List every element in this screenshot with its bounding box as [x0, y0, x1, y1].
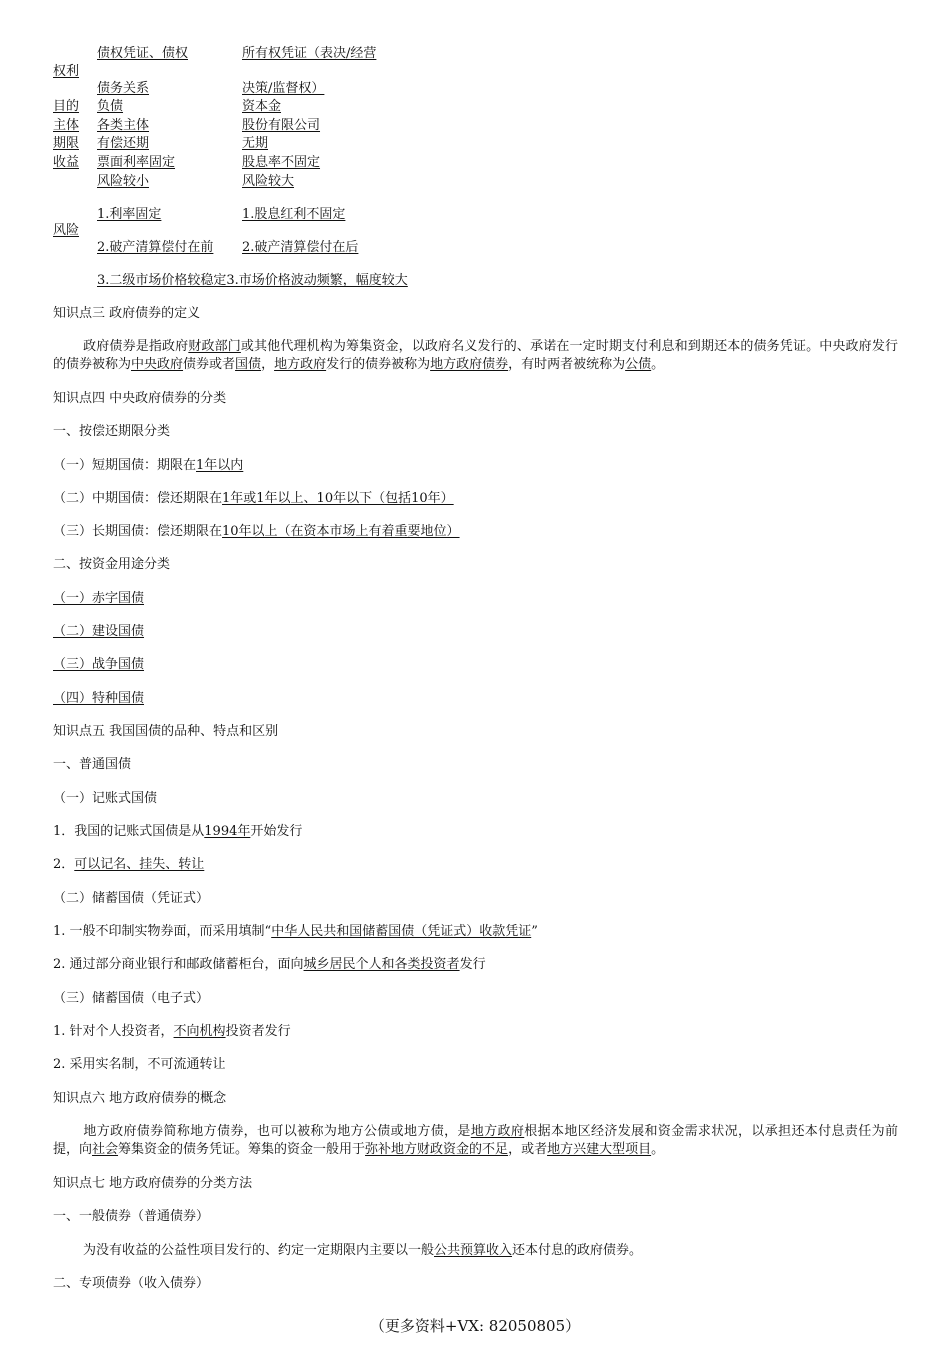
income-equity: 股息率不固定 [242, 155, 321, 170]
row-label-term: 期限 [53, 136, 80, 151]
kp6-paragraph: 地方政府债券简称地方债券，也可以被称为地方公债或地方债，是地方政府根据本地区经济发展和资金需求状况，以承担还本付息责任为前提，向社会筹集资金的债务凭证。筹集的资金一般用于弥补地方财政资金的不足，或者地方兴建大型项目。 [53, 1124, 898, 1157]
kp5-savings-certificate-2: 2. 通过部分商业银行和邮政储蓄柜台，面向城乡居民个人和各类投资者发行 [53, 957, 486, 972]
purpose-equity: 资本金 [242, 99, 282, 114]
risk-line-3: 3.二级市场价格较稳定3.市场价格波动频繁，幅度较大 [97, 273, 408, 288]
kp5-savings-certificate: （二）储蓄国债（凭证式） [53, 891, 210, 906]
kp5-book-entry-2: 2．可以记名、挂失、转让 [53, 857, 205, 872]
kp7-title: 知识点七 地方政府债券的分类方法 [53, 1176, 253, 1191]
term-debt: 有偿还期 [97, 136, 150, 151]
kp5-savings-electronic: （三）储蓄国债（电子式） [53, 991, 210, 1006]
kp4-use-deficit: （一）赤字国债 [53, 591, 145, 606]
risk-debt-2: 2.破产清算偿付在前 [97, 240, 214, 255]
kp5-book-entry: （一）记账式国债 [53, 791, 158, 806]
kp7-heading-special: 二、专项债券（收入债券） [53, 1276, 210, 1291]
kp4-heading-term: 一、按偿还期限分类 [53, 424, 171, 439]
kp4-title: 知识点四 中央政府债券的分类 [53, 391, 227, 406]
kp4-use-special: （四）特种国债 [53, 691, 145, 706]
purpose-debt: 负债 [97, 99, 124, 114]
kp4-long-term: （三）长期国债：偿还期限在10年以上（在资本市场上有着重要地位） [53, 524, 460, 539]
income-debt: 票面利率固定 [97, 155, 176, 170]
page-footer: （更多资料+VX: 82050805） [369, 1317, 581, 1335]
kp5-book-entry-1: 1．我国的记账式国债是从1994年开始发行 [53, 824, 303, 839]
kp5-heading-ordinary: 一、普通国债 [53, 757, 132, 772]
row-label-purpose: 目的 [53, 99, 80, 114]
kp5-savings-certificate-1: 1. 一般不印制实物券面，而采用填制“中华人民共和国储蓄国债（凭证式）收款凭证” [53, 924, 538, 939]
risk-equity-1: 1.股息红利不固定 [242, 207, 346, 222]
row-label-subject: 主体 [53, 118, 80, 133]
rights-debt-line1: 债权凭证、债权 [97, 46, 189, 61]
kp5-savings-electronic-1: 1. 针对个人投资者，不向机构投资者发行 [53, 1024, 291, 1039]
term-equity: 无期 [242, 136, 269, 151]
kp5-title: 知识点五 我国国债的品种、特点和区别 [53, 724, 279, 739]
rights-equity-line1: 所有权凭证（表决/经营 [242, 46, 377, 61]
rights-equity-line2: 决策/监督权） [242, 81, 325, 96]
kp4-use-construction: （二）建设国债 [53, 624, 145, 639]
kp4-short-term: （一）短期国债：期限在1年以内 [53, 458, 244, 473]
risk-summary-debt: 风险较小 [97, 174, 150, 189]
subject-equity: 股份有限公司 [242, 118, 321, 133]
kp6-title: 知识点六 地方政府债券的概念 [53, 1091, 227, 1106]
row-label-risk: 风险 [53, 223, 80, 238]
kp4-mid-term: （二）中期国债：偿还期限在1年或1年以上、10年以下（包括10年） [53, 491, 454, 506]
kp4-use-war: （三）战争国债 [53, 657, 145, 672]
row-label-income: 收益 [53, 155, 80, 170]
rights-debt-line2: 债务关系 [97, 81, 150, 96]
subject-debt: 各类主体 [97, 118, 150, 133]
risk-summary-equity: 风险较大 [242, 174, 295, 189]
kp3-title: 知识点三 政府债券的定义 [53, 306, 201, 321]
kp7-general-paragraph: 为没有收益的公益性项目发行的、约定一定期限内主要以一般公共预算收入还本付息的政府债券。 [83, 1243, 643, 1258]
kp5-savings-electronic-2: 2. 采用实名制，不可流通转让 [53, 1057, 226, 1072]
kp3-paragraph: 政府债券是指政府财政部门或其他代理机构为筹集资金，以政府名义发行的、承诺在一定时期支付利息和到期还本的债务凭证。中央政府发行的债券被称为中央政府债券或者国债，地方政府发行的债券被称为地方政府债券，有时两者被统称为公债。 [53, 339, 898, 372]
kp7-heading-general: 一、一般债券（普通债券） [53, 1209, 210, 1224]
risk-debt-1: 1.利率固定 [97, 207, 162, 222]
row-label-rights: 权利 [53, 64, 80, 79]
risk-equity-2: 2.破产清算偿付在后 [242, 240, 359, 255]
kp4-heading-use: 二、按资金用途分类 [53, 557, 171, 572]
